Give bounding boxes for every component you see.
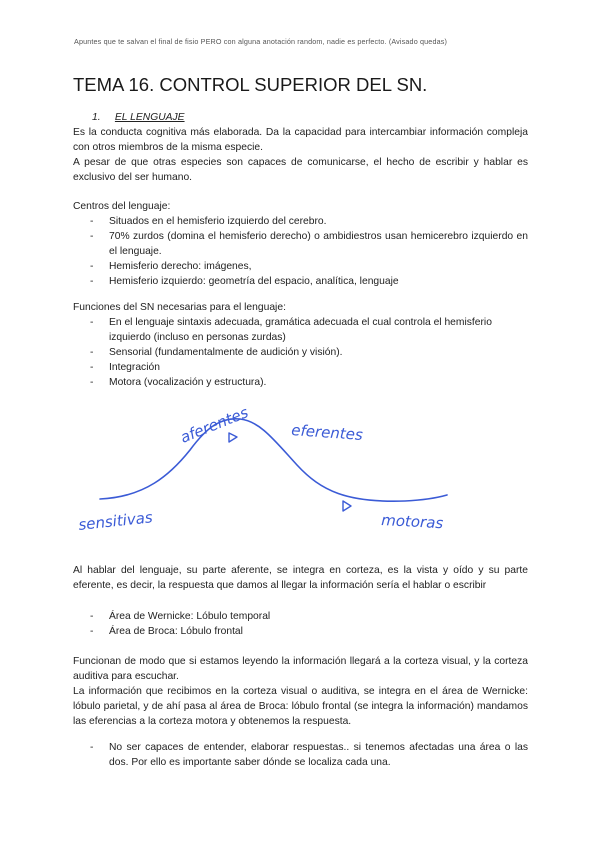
centros-block xyxy=(73,199,528,289)
dash-marker: - xyxy=(90,317,94,328)
funciones-label: Funciones del SN necesarias para el lenguaje: xyxy=(73,302,286,313)
list-item-text: Sensorial (fundamentalmente de audición y visión). xyxy=(109,347,343,358)
dash-marker: - xyxy=(90,626,94,637)
list-item xyxy=(73,259,528,274)
list-item-text: Área de Wernicke: Lóbulo temporal xyxy=(109,611,271,622)
signal-curve xyxy=(100,419,447,501)
efferent-arrow-icon xyxy=(343,501,351,511)
page-title: TEMA 16. CONTROL SUPERIOR DEL SN. xyxy=(73,74,428,95)
eferentes-label: eferentes xyxy=(290,421,364,444)
section-heading xyxy=(92,111,185,125)
list-item-text: Integración xyxy=(109,362,160,373)
final-block xyxy=(73,740,528,770)
list-item-text: En el lenguaje sintaxis adecuada, gramática adecuada el cual controla el hemisferio izquierdo (incluso en personas zurdas) xyxy=(109,317,492,343)
dash-marker: - xyxy=(90,231,94,242)
sensitivas-label: sensitivas xyxy=(77,508,154,534)
list-item xyxy=(73,609,528,624)
areas-list xyxy=(73,609,528,639)
list-item-text: Hemisferio derecho: imágenes, xyxy=(109,261,252,272)
centros-list xyxy=(73,214,528,289)
afferent-arrow-icon xyxy=(229,433,237,442)
dash-marker: - xyxy=(90,276,94,287)
dash-marker: - xyxy=(90,611,94,622)
list-item xyxy=(73,624,528,639)
dash-marker: - xyxy=(90,216,94,227)
list-item xyxy=(73,315,528,345)
handwritten-diagram xyxy=(75,395,535,545)
list-item-text: Situados en el hemisferio izquierdo del cerebro. xyxy=(109,216,327,227)
section-number: 1. xyxy=(92,112,101,123)
info-paragraph: La información que recibimos en la corteza visual o auditiva, se integra en el área de Wernicke: lóbulo parietal, y de ahí pasa al área de Broca: lóbulo frontal (se integra la información) mandamos las eferencias a la corteza motora y obtenemos la respuesta. xyxy=(73,686,528,727)
aferentes-label: aferentes xyxy=(177,403,251,447)
dash-marker: - xyxy=(90,347,94,358)
centros-label: Centros del lenguaje: xyxy=(73,201,171,212)
list-item xyxy=(73,274,528,289)
intro-paragraph-1: Es la conducta cognitiva más elaborada. Da la capacidad para intercambiar información compleja con otros miembros de la misma especie. xyxy=(73,127,528,153)
funciones-list xyxy=(73,315,528,390)
intro-block xyxy=(73,125,528,185)
funcionan-block xyxy=(73,654,528,729)
dash-marker: - xyxy=(90,377,94,388)
list-item xyxy=(73,214,528,229)
list-item xyxy=(73,375,528,390)
list-item xyxy=(73,740,528,770)
header-note: Apuntes que te salvan el final de fisio PERO con alguna anotación random, nadie es perfecto. (Avisado quedas) xyxy=(74,37,448,46)
afferent-paragraph: Al hablar del lenguaje, su parte aferente, se integra en corteza, es la vista y oído y su parte eferente, es decir, la respuesta que damos al llegar la información sería el hablar o escribir xyxy=(73,565,528,591)
list-item xyxy=(73,360,528,375)
dash-marker: - xyxy=(90,261,94,272)
funciones-block xyxy=(73,300,528,390)
dash-marker: - xyxy=(90,362,94,373)
list-item-text: Hemisferio izquierdo: geometría del espacio, analítica, lenguaje xyxy=(109,276,399,287)
areas-block xyxy=(73,609,528,639)
intro-paragraph-2: A pesar de que otras especies son capaces de comunicarse, el hecho de escribir y hablar es exclusivo del ser humano. xyxy=(73,157,528,183)
list-item-text: No ser capaces de entender, elaborar respuestas.. si tenemos afectadas una área o las dos. Por ello es importante saber dónde se localiza cada una. xyxy=(109,742,528,768)
list-item xyxy=(73,229,528,259)
final-list xyxy=(73,740,528,770)
list-item-text: Área de Broca: Lóbulo frontal xyxy=(109,626,243,637)
list-item-text: Motora (vocalización y estructura). xyxy=(109,377,267,388)
list-item xyxy=(73,345,528,360)
section-title: EL LENGUAJE xyxy=(114,112,185,123)
motoras-label: motoras xyxy=(380,511,444,533)
list-item-text: 70% zurdos (domina el hemisferio derecho) o ambidiestros usan hemicerebro izquierdo en el lenguaje. xyxy=(109,231,528,257)
funcionan-paragraph: Funcionan de modo que si estamos leyendo la información llegará a la corteza visual, y la corteza auditiva para escuchar. xyxy=(73,656,528,682)
dash-marker: - xyxy=(90,742,94,753)
